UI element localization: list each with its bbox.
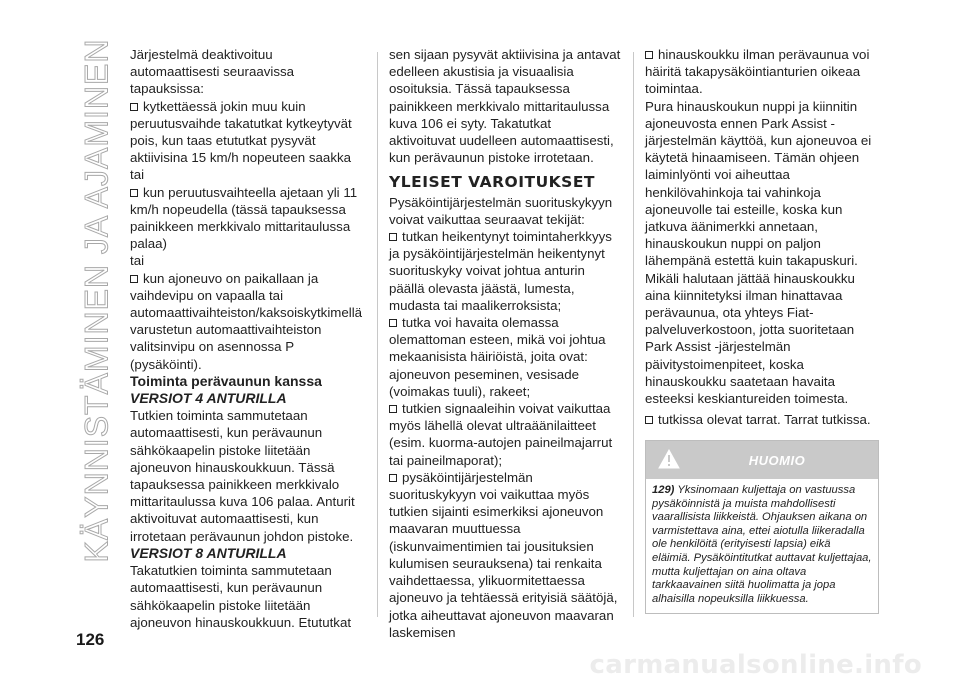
- bullet-text: tutkissa olevat tarrat. Tarrat tutkissa.: [658, 412, 871, 428]
- bullet-item: [130, 270, 365, 373]
- subsection-heading: VERSIOT 8 ANTURILLA: [130, 544, 287, 561]
- checkbox-bullet-icon: [389, 474, 397, 482]
- checkbox-bullet-icon: [389, 319, 397, 327]
- bullet-text: kun peruutusvaihteella ajetaan yli 11 km/h nopeudella (tässä tapauksessa painikkeen merkkivalo mittaritaulussa palaa): [130, 184, 358, 252]
- checkbox-bullet-icon: [130, 275, 138, 283]
- subsection-heading: VERSIOT 4 ANTURILLA: [130, 390, 287, 407]
- body-paragraph: Takatutkien toiminta sammutetaan automaattisesti, kun perävaunun sähkökaapelin pistoke liitetään ajoneuvon hinauskoukkuun. Etututkat: [130, 563, 352, 630]
- bullet-text: pysäköintijärjestelmän suorituskykyyn voi vaikuttaa myös tutkien sijainti esimerkiksi ajoneuvon maavaran muuttuessa (iskunvaimentimien tai jousituksien kulumisen seurauksena) tai renkaita vaihdettaessa, ylikuormitettaessa ajoneuvo ja tehtäessä erityisiä säätöjä, jotka aiheuttavat ajoneuvon maavaran laskemisen: [389, 469, 618, 640]
- bullet-item: [389, 400, 621, 469]
- text-column-3: [645, 46, 877, 428]
- body-paragraph: Tutkien toiminta sammutetaan automaattisesti, kun perävaunun sähkökaapelin pistoke liitetään ajoneuvon hinauskoukkuun. Tässä tapauksessa painikkeen merkkivalo mittaritaulussa kuva 106 palaa. Anturit aktivoituvat automaattisesti, kun irrotetaan perävaunun johdon pistoke.: [130, 408, 355, 544]
- column-divider: [633, 52, 634, 617]
- column-divider: [377, 52, 378, 617]
- section-side-title: [62, 20, 132, 580]
- body-paragraph: sen sijaan pysyvät aktiivisina ja antavat edelleen akustisia ja visuaalisia osoituksia. Tässä tapauksessa painikkeen merkkivalo mittaritaulussa kuva 106 ei syty. Takatutkat aktivoituvat uudelleen automaattisesti, kun perävaunun pistoke irrotetaan.: [389, 47, 621, 166]
- bullet-text: hinauskoukku ilman perävaunua voi häiritä takapysäköintianturien oikeaa toimintaa.: [645, 47, 870, 97]
- watermark-text: carmanualsonline.info: [589, 650, 922, 680]
- warning-note-box: [645, 440, 879, 614]
- note-body: [646, 479, 878, 606]
- section-heading: YLEISET VAROITUKSET: [389, 173, 595, 192]
- bullet-item: [645, 411, 877, 428]
- section-heading: Toiminta perävaunun kanssa: [130, 372, 322, 389]
- note-title: HUOMIO: [748, 452, 806, 468]
- bullet-item: [130, 184, 365, 253]
- checkbox-bullet-icon: [130, 103, 138, 111]
- conjunction-text: tai: [130, 167, 145, 183]
- checkbox-bullet-icon: [389, 405, 397, 413]
- warning-triangle-icon: [658, 449, 680, 469]
- bullet-text: tutka voi havaita olemassa olemattoman esteen, mikä voi johtua mekaanisista häiriöistä, joita ovat: ajoneuvon peseminen, vesisade (voimakas tuuli), rakeet;: [389, 315, 606, 399]
- body-paragraph: Pura hinauskoukun nuppi ja kiinnitin ajoneuvosta ennen Park Assist -järjestelmän käyttöä, kun ajoneuvoa ei käytetä hinaamiseen. Tämän ohjeen laiminlyönti voi aiheuttaa henkilövahinkoja tai vahinkoja ajoneuvolle tai esteille, koska kun jatkuva äänimerkki annetaan, hinauskoukun nuppi on paljon lähempänä estettä kuin takapuskuri. Mikäli halutaan jättää hinauskoukku aina kiinnitetyksi ilman hinattavaa perävaunua, ota yhteys Fiat-palveluverkostoon, jotta suoritetaan Park Assist -järjestelmän päivitystoimenpiteet, koska hinauskoukku saatetaan havaita esteeksi keskiantureiden toimesta.: [645, 98, 872, 407]
- text-column-2: [389, 46, 621, 641]
- note-header: [646, 441, 878, 479]
- bullet-text: kun ajoneuvo on paikallaan ja vaihdevipu on vapaalla tai automaattivaihteiston/kaksoiskytkimellä varustetun automaattivaihteiston valitsinvipu on asennossa P (pysäköinti).: [130, 270, 363, 372]
- bullet-text: tutkien signaaleihin voivat vaikuttaa myös lähellä olevat ultraäänilaitteet (esim. kuorma-autojen paineilmajarrut tai paineilmaporat);: [389, 401, 613, 468]
- note-text: Yksinomaan kuljettaja on vastuussa pysäköinnistä ja muista mahdollisesti vaarallisista liikkeistä. Ohjauksen aikana on varmistettava aina, ettei aiotulla liikeradalla ole henkilöitä (erityisesti lapsia) eikä eläimiä. Pysäköintitutkat auttavat kuljettajaa, mutta kuljettajan on aina oltava tarkkaavainen siitä huolimatta ja jopa alhaisilla nopeuksilla liikkuessa.: [652, 484, 872, 605]
- checkbox-bullet-icon: [389, 233, 397, 241]
- bullet-item: [389, 314, 621, 400]
- bullet-item: [645, 46, 877, 98]
- intro-paragraph: Järjestelmä deaktivoituu automaattisesti seuraavissa tapauksissa:: [130, 47, 295, 97]
- note-number: 129): [652, 484, 675, 496]
- bullet-item: [389, 228, 621, 314]
- checkbox-bullet-icon: [130, 189, 138, 197]
- bullet-text: kytkettäessä jokin muu kuin peruutusvaihde takatutkat kytkeytyvät pois, kun taas etututkat pysyvät aktiivisina 15 km/h nopeuteen saakka: [130, 98, 352, 166]
- checkbox-bullet-icon: [645, 416, 653, 424]
- bullet-item: [130, 98, 365, 167]
- text-column-1: [130, 46, 365, 631]
- bullet-text: tutkan heikentynyt toimintaherkkyys ja pysäköintijärjestelmän heikentynyt suorituskyky voivat johtua anturin päällä olevasta jäästä, lumesta, mudasta tai maalikerroksista;: [389, 229, 612, 313]
- page-number: 126: [76, 630, 105, 649]
- bullet-item: [389, 469, 621, 641]
- side-title-text: KÄYNNISTÄMINEN JA AJAMINEN: [78, 38, 115, 562]
- body-paragraph: Pysäköintijärjestelmän suorituskykyyn voivat vaikuttaa seuraavat tekijät:: [389, 194, 613, 227]
- checkbox-bullet-icon: [645, 51, 653, 59]
- conjunction-text: tai: [130, 253, 145, 269]
